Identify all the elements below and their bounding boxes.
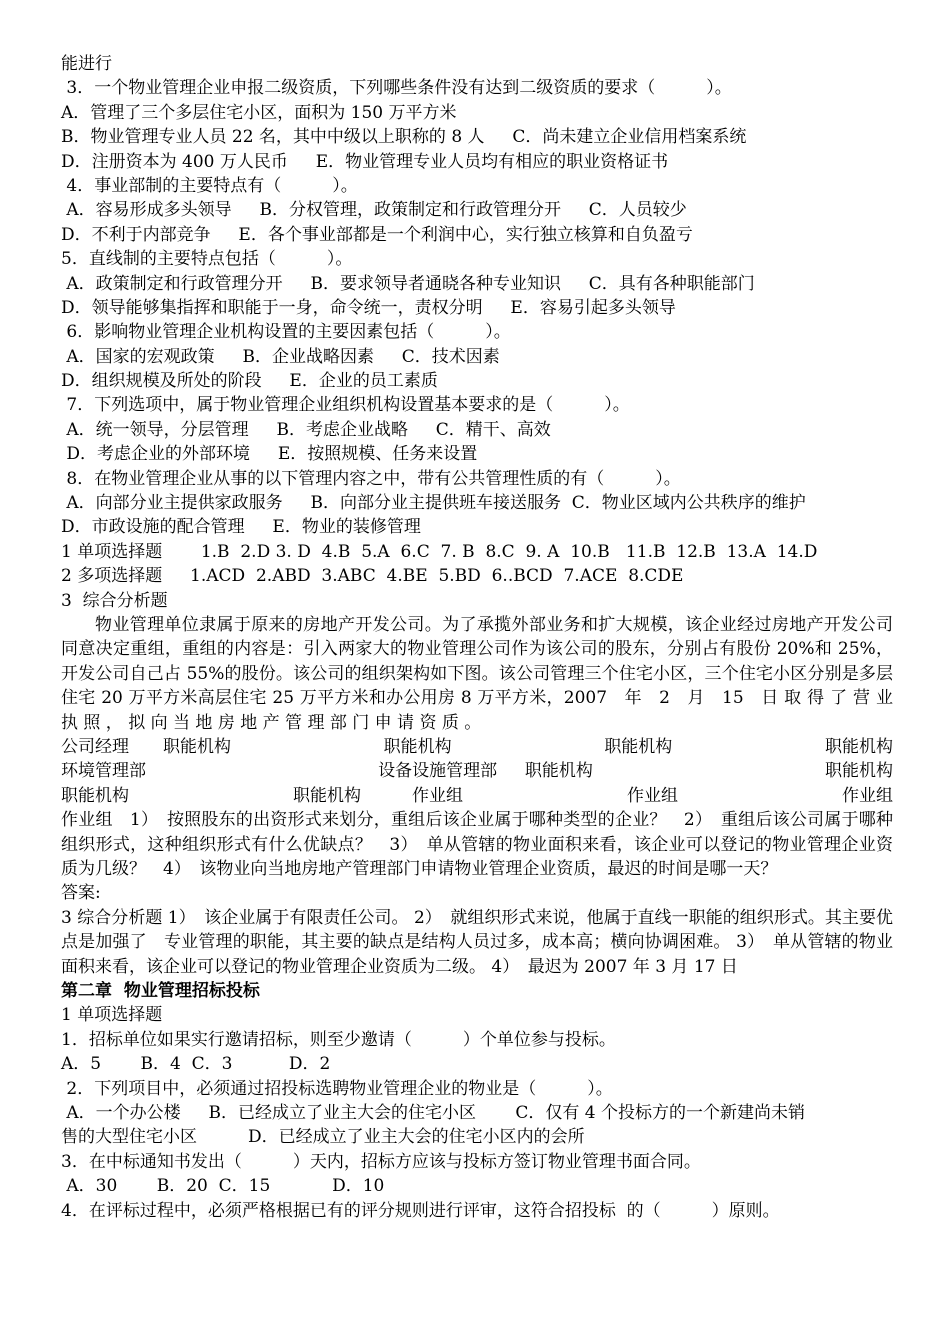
case-paragraph: 物业管理单位隶属于原来的房地产开发公司。为了承揽外部业务和扩大规模，该企业经过房地产开发公司同意决定重组，重组的内容是：引入两家大的物业管理公司作为该公司的股东，分别占有股份 20%和 25%，开发公司自己占 55%的股份。该公司的组织架构如下图。该公司管理三个住宅小区，三个住宅小区分别是多层住宅 20 万平方米高层住宅 25 万平方米和办公用房 8 万平方米，2007 年 2 月 15 日 取 得 了 营 业 执 照 ， 拟 向 当 地 房 地 产 管 理 部 门 申 请 资 质 。	[61, 614, 893, 733]
text-line: 4．在评标过程中，必须严格根据已有的评分规则进行评审，这符合招投标 的（ ）原则。	[61, 1200, 780, 1221]
text-line: D．组织规模及所处的阶段 E．企业的员工素质	[61, 371, 438, 392]
org-chart-box-label: 作业组	[842, 785, 893, 806]
text-line: 3．在中标通知书发出（ ）天内，招标方应该与投标方签订物业管理书面合同。	[61, 1151, 701, 1172]
text-line: 6．影响物业管理企业机构设置的主要因素包括（ ）。	[61, 322, 511, 343]
text-line: A．统一领导，分层管理 B．考虑企业战略 C．精干、高效	[61, 419, 551, 440]
question-line-continuation: 售的大型住宅小区 D．已经成立了业主大会的住宅小区内的会所	[61, 1127, 585, 1148]
text-line: A．政策制定和行政管理分开 B．要求领导者通晓各种专业知识 C．具有各种职能部门	[61, 273, 755, 294]
text-line: A．向部分业主提供家政服务 B．向部分业主提供班车接送服务 C．物业区域内公共秩序的维护	[61, 493, 806, 514]
text-line: D．市政设施的配合管理 E．物业的装修管理	[61, 517, 421, 538]
org-chart-box-label: 职能机构 作业组	[293, 785, 463, 806]
chapter-heading: 第二章 物业管理招标投标	[61, 981, 260, 1002]
text-line: 5．直线制的主要特点包括（ ）。	[61, 249, 353, 270]
document-page	[61, 52, 893, 1223]
text-line: D．不利于内部竞争 E．各个事业部都是一个利润中心，实行独立核算和自负盈亏	[61, 224, 693, 245]
text-line: B．物业管理专业人员 22 名，其中中级以上职称的 8 人 C．尚未建立企业信用档案系统	[61, 127, 747, 148]
text-line: 2．下列项目中，必须通过招投标选聘物业管理企业的物业是（ ）。	[61, 1078, 613, 1099]
question-block-bottom	[61, 1003, 893, 1125]
text-line: D．领导能够集指挥和职能于一身，命令统一，责权分明 E．容易引起多头领导	[61, 297, 676, 318]
question-block-end	[61, 1150, 893, 1223]
text-line: 4．事业部制的主要特点有（ ）。	[61, 175, 358, 196]
text-line: A．30 B．20 C．15 D．10	[61, 1176, 385, 1197]
text-line: 1 单项选择题	[61, 1005, 163, 1026]
answer-label: 答案:	[61, 883, 101, 904]
text-line: 1 单项选择题 1.B 2.D 3. D 4.B 5.A 6.C 7. B 8.C 9. A 10.B 11.B 12.B 13.A 14.D	[61, 541, 818, 562]
text-line: 7．下列选项中，属于物业管理企业组织机构设置基本要求的是（ ）。	[61, 395, 630, 416]
text-line: A．5 B．4 C．3 D．2	[61, 1054, 331, 1075]
org-chart-box-label: 作业组	[627, 785, 678, 806]
org-chart-row	[61, 759, 893, 783]
org-chart-box-label: 职能机构	[604, 737, 673, 758]
text-line: A．容易形成多头领导 B．分权管理，政策制定和行政管理分开 C．人员较少	[61, 200, 687, 221]
text-line: 8．在物业管理企业从事的以下管理内容之中，带有公共管理性质的有（ ）。	[61, 468, 681, 489]
text-line: 3 综合分析题	[61, 590, 168, 611]
text-line: D．考虑企业的外部环境 E．按照规模、任务来设置	[61, 444, 478, 465]
org-chart-box-label: 公司经理 职能机构	[61, 737, 231, 758]
answer-paragraph: 3 综合分析题 1） 该企业属于有限责任公司。 2） 就组织形式来说，他属于直线一职能的组织形式。其主要优点是加强了 专业管理的职能，其主要的缺点是结构人员过多，成本高；横向协调困难。 3） 单从管辖的物业面积来看，该企业可以登记的物业管理企业资质为二级。 4） 最迟为 2007 年 3 月 17 日	[61, 907, 893, 977]
org-chart-row	[61, 735, 893, 759]
org-chart-text	[61, 735, 893, 808]
org-chart-box-label: 职能机构	[824, 737, 893, 758]
org-chart-box-label: 环境管理部	[61, 761, 146, 782]
text-line: A．管理了三个多层住宅小区，面积为 150 万平方米	[61, 102, 457, 123]
org-chart-box-label: 职能机构	[61, 785, 129, 806]
text-line: 2 多项选择题 1.ACD 2.ABD 3.ABC 4.BE 5.BD 6..BCD 7.ACE 8.CDE	[61, 566, 684, 587]
text-line: A．国家的宏观政策 B．企业战略因素 C．技术因素	[61, 346, 500, 367]
question-block-top	[61, 52, 893, 613]
org-chart-box-label: 职能机构	[825, 761, 893, 782]
text-line: A．一个办公楼 B．已经成立了业主大会的住宅小区 C．仅有 4 个投标方的一个新建尚未销	[61, 1102, 806, 1123]
org-chart-box-label: 职能机构	[383, 737, 452, 758]
org-chart-box-label: 设备设施管理部 职能机构	[378, 761, 593, 782]
case-questions: 作业组 1） 按照股东的出资形式来划分，重组后该企业属于哪种类型的企业？ 2） 重组后该公司属于哪种组织形式，这种组织形式有什么优缺点？ 3） 单从管辖的物业面积来看，该企业可以登记的物业管理企业资质为几级？ 4） 该物业向当地房地产管理部门申请物业管理企业资质，最迟的时间是哪一天？	[61, 810, 893, 879]
text-line: 3．一个物业管理企业申报二级资质，下列哪些条件没有达到二级资质的要求（ ）。	[61, 78, 732, 99]
text-line: 能进行	[61, 54, 112, 74]
text-line: 1．招标单位如果实行邀请招标，则至少邀请（ ）个单位参与投标。	[61, 1029, 616, 1050]
text-line: D．注册资本为 400 万人民币 E．物业管理专业人员均有相应的职业资格证书	[61, 151, 669, 172]
org-chart-row	[61, 784, 893, 808]
